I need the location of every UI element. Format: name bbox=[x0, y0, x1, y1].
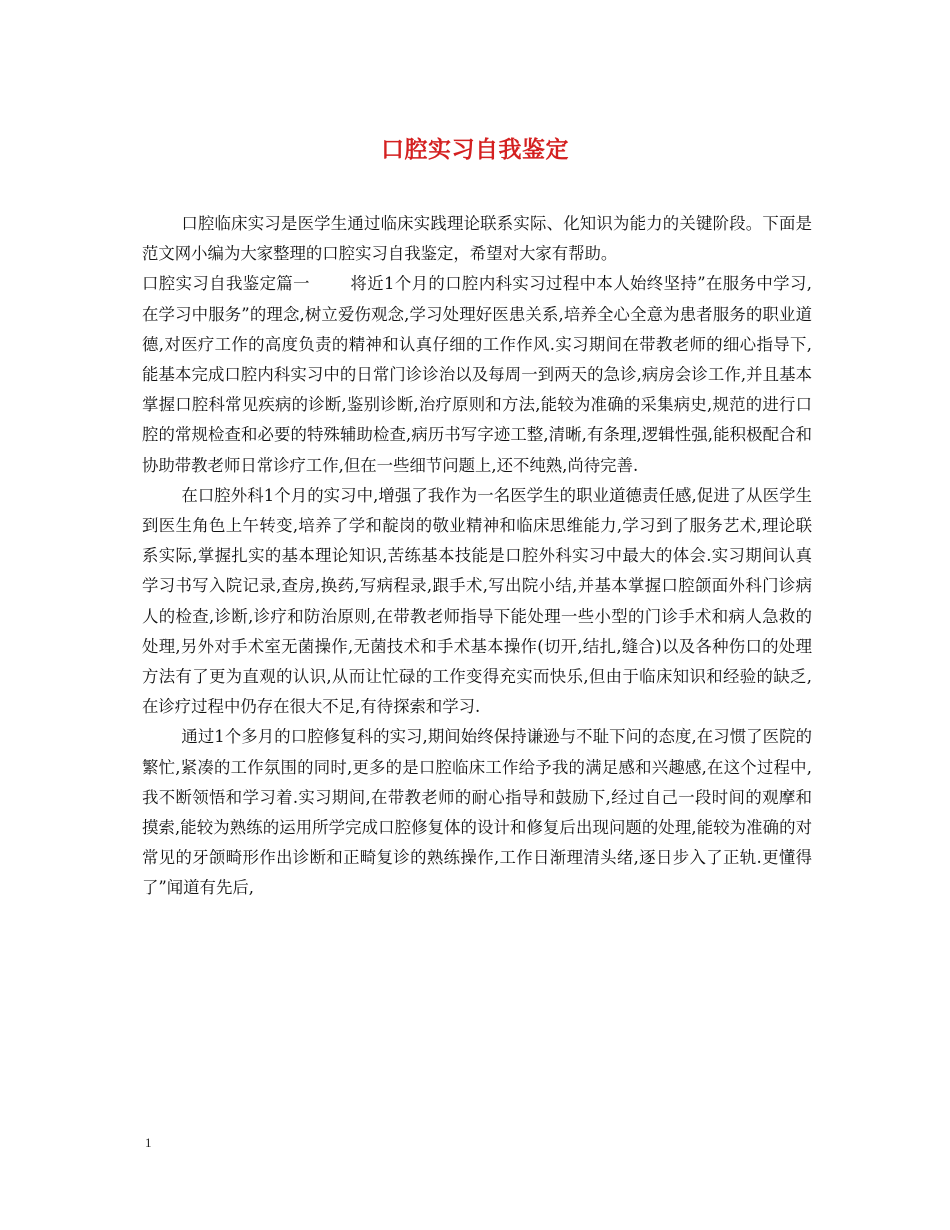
section-heading: 口腔实习自我鉴定篇一 bbox=[142, 274, 310, 294]
document-title: 口腔实习自我鉴定 bbox=[381, 136, 569, 163]
paragraph-oral-medicine: 将近1个月的口腔内科实习过程中本人始终坚持”在服务中学习,在学习中服务”的理念,树立爱伤观念,学习处理好医患关系,培养全心全意为患者服务的职业道德,对医疗工作的高度负责的精神和认真仔细的工作作风.实习期间在带教老师的细心指导下,能基本完成口腔内科实习中的日常门诊诊治以及每周一到两天的急诊,病房会诊工作,并且基本掌握口腔科常见疾病的诊断,鉴别诊断,治疗原则和方法,能较为准确的采集病史,规范的进行口腔的常规检查和必要的特殊辅助检查,病历书写字迹工整,清晰,有条理,逻辑性强,能积极配合和协助带教老师日常诊疗工作,但在一些细节问题上,还不纯熟,尚待完善. bbox=[142, 274, 812, 475]
intro-paragraph: 口腔临床实习是医学生通过临床实践理论联系实际、化知识为能力的关键阶段。下面是范文网小编为大家整理的口腔实习自我鉴定，希望对大家有帮助。 bbox=[142, 214, 812, 264]
page-number: 1 bbox=[145, 1135, 152, 1150]
paragraph-prosthodontics: 通过1个多月的口腔修复科的实习,期间始终保持谦逊与不耻下问的态度,在习惯了医院的繁忙,紧凑的工作氛围的同时,更多的是口腔临床工作给予我的满足感和兴趣感,在这个过程中,我不断领悟和学习着.实习期间,在带教老师的耐心指导和鼓励下,经过自己一段时间的观摩和摸索,能较为熟练的运用所学完成口腔修复体的设计和修复后出现问题的处理,能较为准确的对常见的牙颌畸形作出诊断和正畸复诊的熟练操作,工作日渐理清头绪,逐日步入了正轨.更懂得了”闻道有先后, bbox=[142, 727, 812, 898]
section-one-paragraph bbox=[142, 269, 812, 480]
paragraph-oral-surgery: 在口腔外科1个月的实习中,增强了我作为一名医学生的职业道德责任感,促进了从医学生到医生角色上午转变,培养了学和靛岗的敬业精神和临床思维能力,学习到了服务艺术,理论联系实际,掌握扎实的基本理论知识,苦练基本技能是口腔外科实习中最大的体会.实习期间认真学习书写入院记录,查房,换药,写病程录,跟手术,写出院小结,并基本掌握口腔颌面外科门诊病人的检查,诊断,诊疗和防治原则,在带教老师指导下能处理一些小型的门诊手术和病人急救的处理,另外对手术室无菌操作,无菌技术和手术基本操作(切开,结扎,缝合)以及各种伤口的处理方法有了更为直观的认识,从而让忙碌的工作变得充实而快乐,但由于临床知识和经验的缺乏,在诊疗过程中仍存在很大不足,有待探索和学习. bbox=[142, 485, 812, 717]
document-body bbox=[142, 209, 812, 904]
